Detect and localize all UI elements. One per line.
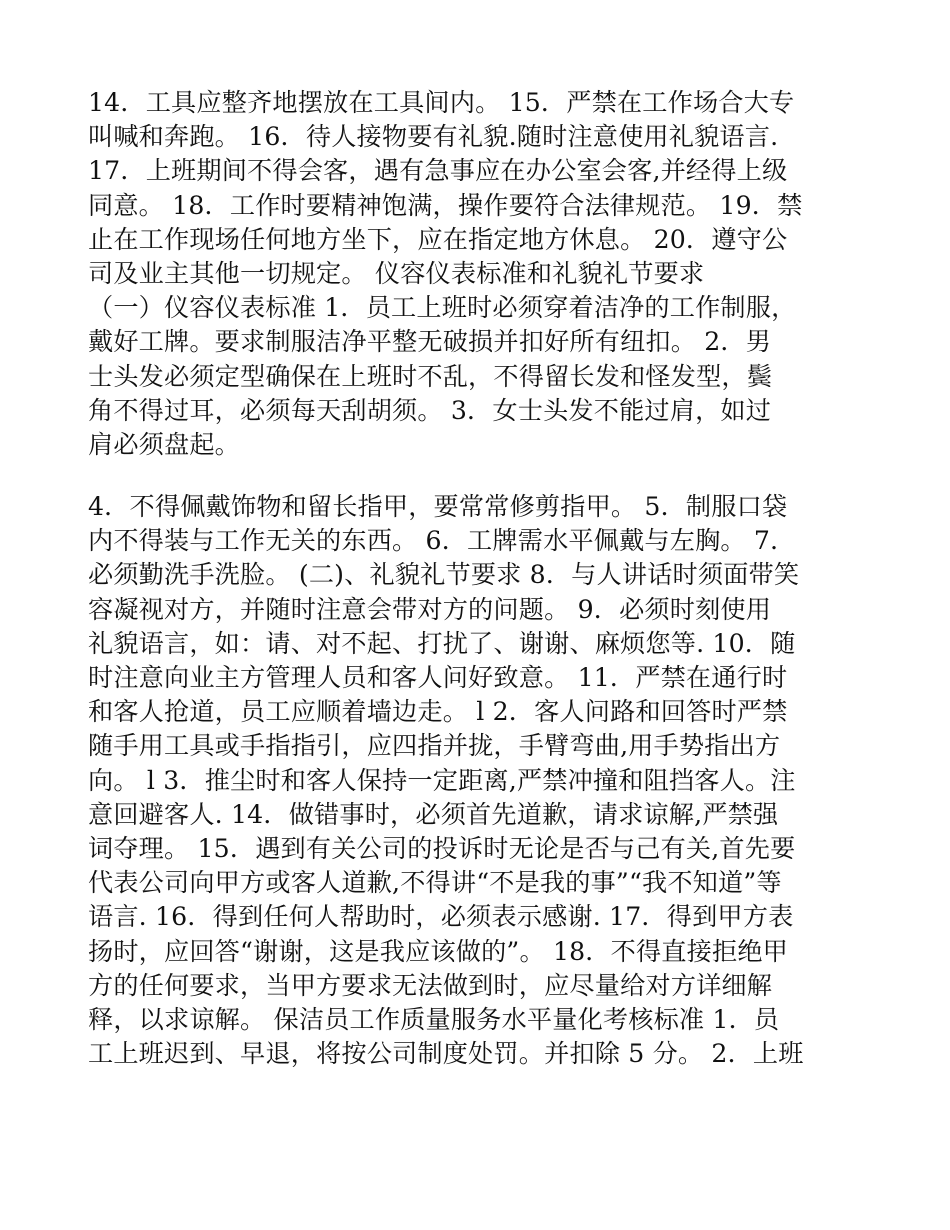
text-line: 同意。 18．工作时要精神饱满，操作要符合法律规范。 19．禁 (88, 190, 803, 220)
text-line: 工上班迟到、早退，将按公司制度处罚。并扣除 5 分。 2．上班 (88, 1039, 804, 1069)
text-line: 4．不得佩戴饰物和留长指甲，要常常修剪指甲。 5．制服口袋 (88, 492, 788, 522)
text-line: 释，以求谅解。 保洁员工作质量服务水平量化考核标准 1．员 (88, 1004, 780, 1034)
paragraph-2 (88, 490, 863, 1071)
text-line: 方的任何要求，当甲方要求无法做到时，应尽量给对方详细解 (88, 970, 773, 1000)
text-line: 随手用工具或手指指引，应四指并拢，手臂弯曲,用手势指出方 (88, 731, 781, 761)
text-line: 戴好工牌。要求制服洁净平整无破损并扣好所有纽扣。 2．男 (88, 327, 772, 357)
text-line: （一）仪容仪表标准 1．员工上班时必须穿着洁净的工作制服， (88, 293, 797, 323)
text-line: 词夺理。 15．遇到有关公司的投诉时无论是否与己有关,首先要 (88, 833, 796, 863)
text-line: 时注意向业主方管理人员和客人问好致意。 11．严禁在通行时 (88, 663, 788, 692)
text-line: 止在工作现场任何地方坐下，应在指定地方休息。 20．遵守公 (88, 224, 788, 254)
text-line: 容凝视对方，并随时注意会带对方的问题。 9．必须时刻使用 (88, 594, 772, 624)
text-line: 角不得过耳，必须每天刮胡须。 3．女士头发不能过肩，如过 (88, 395, 772, 425)
text-line: 14．工具应整齐地摆放在工具间内。 15．严禁在工作场合大专 (88, 88, 795, 117)
text-line: 语言. 16．得到任何人帮助时，必须表示感谢. 17．得到甲方表 (88, 902, 794, 932)
text-line: 礼貌语言，如：请、对不起、打扰了、谢谢、麻烦您等. 10．随 (88, 628, 796, 658)
text-line: 向。 l 3．推尘时和客人保持一定距离,严禁冲撞和阻挡客人。注 (88, 765, 796, 795)
text-line: 肩必须盘起。 (88, 429, 241, 459)
text-line: 内不得装与工作无关的东西。 6．工牌需水平佩戴与左胸。 7． (88, 526, 796, 556)
text-line: 士头发必须定型确保在上班时不乱，不得留长发和怪发型，鬓 (88, 361, 773, 391)
text-line: 叫喊和奔跑。 16．待人接物要有礼貌.随时注意使用礼貌语言. (88, 122, 779, 152)
text-line: 司及业主其他一切规定。 仪容仪表标准和礼貌礼节要求 (88, 258, 705, 288)
text-line: 代表公司向甲方或客人道歉,不得讲“不是我的事”“我不知道”等 (88, 868, 782, 898)
paragraph-1 (88, 86, 863, 462)
text-line: 17．上班期间不得会客，遇有急事应在办公室会客,并经得上级 (88, 156, 788, 186)
text-line: 和客人抢道，员工应顺着墙边走。 l 2．客人问路和回答时严禁 (88, 697, 788, 727)
document-page (88, 86, 863, 1071)
text-line: 意回避客人. 14．做错事时，必须首先道歉，请求谅解,严禁强 (88, 799, 779, 829)
text-line: 扬时，应回答“谢谢，这是我应该做的”。 18．不得直接拒绝甲 (88, 936, 788, 966)
text-line: 必须勤洗手洗脸。 (二)、礼貌礼节要求 8．与人讲话时须面带笑 (88, 560, 800, 590)
